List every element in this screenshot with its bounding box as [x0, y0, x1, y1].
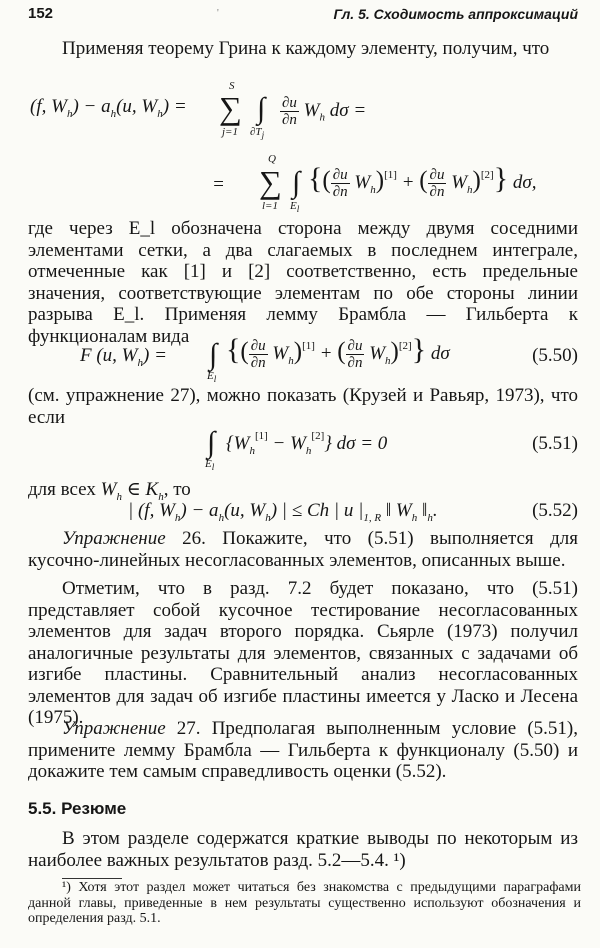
sum-lower-limit-1: j=1: [222, 126, 238, 138]
integral-sign-2: ∫: [292, 166, 301, 199]
print-mark: ': [217, 8, 219, 19]
integral-sign-1: ∫: [257, 92, 266, 125]
for-all-clause: для всех $W_h$ ∈ $K_h$, то: [28, 479, 191, 503]
equation-line-1: (f, $W_h) - a_h(u$, $W_h$) =: [30, 96, 187, 120]
paragraph-green-theorem: Применяя теорему Грина к каждому элементу, получим, что: [62, 38, 550, 59]
sum-upper-limit-2: Q: [268, 153, 276, 165]
fraction-du-dn: $\frac{\partial u}{\partial n}$: [282, 95, 297, 128]
integral-domain-550: $E_l$: [207, 370, 217, 385]
equation-number-5-52: (5.52): [532, 500, 578, 521]
sum-upper-limit-1: S: [229, 80, 235, 92]
equation-5-51: $\{W_h[1] - W_h[2]\} d\sigma = 0$: [226, 430, 388, 457]
equation-line-1-integrand: $\frac{\partial u}{\partial n}$ $W_h$ dσ =: [282, 95, 367, 128]
integral-sign-550: ∫: [209, 338, 218, 371]
integral-domain-551: $E_l$: [205, 458, 215, 473]
summation-sign-2: ∑: [259, 164, 282, 200]
running-header: Гл. 5. Сходимость аппроксимаций: [333, 6, 578, 22]
equation-5-50: F (u, $W_h$) =: [80, 345, 167, 369]
exercise-27: Упражнение 27. Предполагая выполненным условие (5.51), примените лемму Брамбла — Гильберта к функционалу (5.50) и докажите тем самым справедливость оценки (5.52).: [28, 718, 578, 782]
exercise-26: Упражнение 26. Покажите, что (5.51) выполняется для кусочно-линейных несогласованных элементов, описанных выше.: [28, 528, 578, 571]
equation-number-5-50: (5.50): [532, 345, 578, 366]
paragraph-see-exercise: (см. упражнение 27), можно показать (Крузей и Равьяр, 1973), что если: [28, 385, 578, 428]
sum-lower-limit-2: l=1: [262, 200, 278, 212]
footnote: ¹) Хотя этот раздел может читаться без знакомства с предыдущими параграфами данной главы, приведенные в нем результаты существенно используют обозначения и определения разд. 5.1.: [28, 880, 581, 926]
equation-line-2-integrand: {( $\frac{\partial u}{\partial n}$ $W_h)[1]$ + ( $\frac{\partial u}{\partial n}$ $W_h)[2]$} dσ,: [308, 162, 537, 201]
section-heading: 5.5. Резюме: [28, 799, 127, 818]
equation-5-52: | (f, $W_h) - a_h(u$, $W_h$) | ≤ Ch | u $|_{1, R}$ ‖ $W_h$ $‖_h$.: [128, 500, 438, 524]
paragraph-edge-definition: где через E_l обозначена сторона между двумя соседними элементами сетки, а два слагаемых в последнем интеграле, отмеченные как [1] и [2] соответственно, есть предельные значения, соответствующие элементам по обе стороны линии разрыва E_l. Применяя лемму Брамбла — Гильберта к функционалам вида: [28, 218, 578, 347]
page-number: 152: [28, 5, 54, 22]
equation-5-50-integrand: {( $\frac{\partial u}{\partial n}$ $W_h)[1]$ + ( $\frac{\partial u}{\partial n}$ $W_h)[2]$} dσ: [226, 333, 450, 372]
paragraph-summary: В этом разделе содержатся краткие выводы по некоторым из наиболее важных результатов разд. 5.2—5.4. ¹): [28, 828, 578, 871]
equation-number-5-51: (5.51): [532, 433, 578, 454]
paragraph-remark: Отметим, что в разд. 7.2 будет показано, что (5.51) представляет собой кусочное тестирование несогласованных элементов для задач второго порядка. Сьярле (1973) получил аналогичные результаты для элементов, связанных с задачами об изгибе пластины. Сравнительный анализ несогласованных элементов для задач об изгибе пластины имеется у Ласко и Лесена (1975).: [28, 578, 578, 728]
integral-sign-551: ∫: [207, 426, 216, 459]
summation-sign-1: ∑: [219, 90, 242, 126]
integral-domain-1: $\partial T_j$: [250, 126, 265, 141]
equation-line-2: =: [212, 174, 225, 195]
integral-domain-2: $E_l$: [290, 200, 300, 215]
footnote-rule: [62, 878, 122, 879]
